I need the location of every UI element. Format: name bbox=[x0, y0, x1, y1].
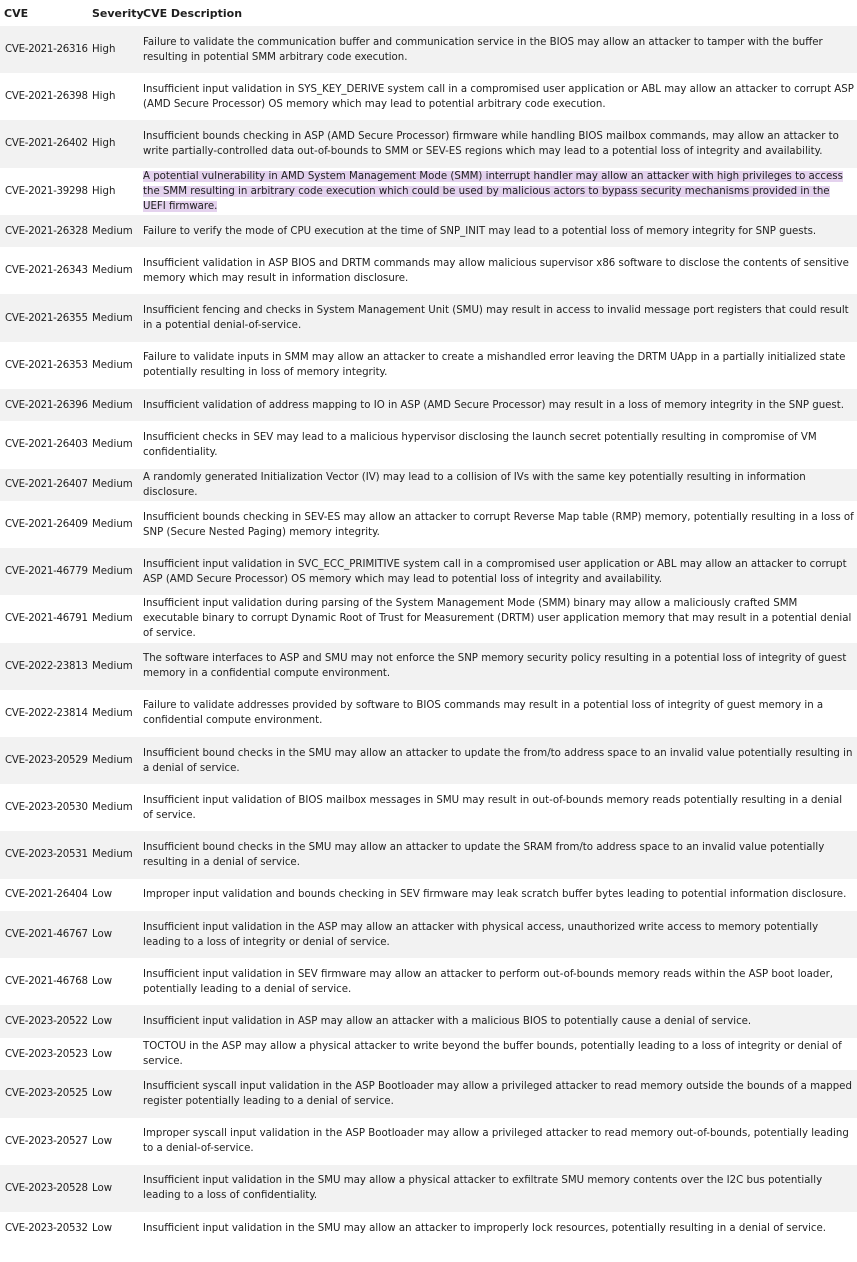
cve-id-cell: CVE-2021-26355 bbox=[0, 294, 88, 341]
cve-id-cell: CVE-2021-26407 bbox=[0, 469, 88, 502]
cve-id-cell: CVE-2023-20523 bbox=[0, 1038, 88, 1071]
description-cell bbox=[139, 1212, 857, 1245]
severity-cell: Medium bbox=[88, 215, 139, 248]
description-text: Failure to validate the communication buffer and communication service in the BIOS may allow an attacker to tamper with the buffer resulting in potential SMM arbitrary code execution. bbox=[143, 36, 823, 63]
description-text: Failure to validate addresses provided by software to BIOS commands may result in a potential loss of integrity of guest memory in a confidential compute environment. bbox=[143, 700, 824, 727]
description-cell bbox=[139, 879, 857, 912]
cve-id-cell: CVE-2021-26402 bbox=[0, 120, 88, 167]
table-row bbox=[0, 548, 857, 595]
table-row bbox=[0, 215, 857, 248]
description-cell bbox=[139, 501, 857, 548]
severity-cell: Medium bbox=[88, 784, 139, 831]
cve-id-cell: CVE-2021-26404 bbox=[0, 879, 88, 912]
severity-cell: Low bbox=[88, 1212, 139, 1245]
severity-cell: Medium bbox=[88, 690, 139, 737]
cve-id-cell: CVE-2023-20522 bbox=[0, 1005, 88, 1038]
description-cell bbox=[139, 1005, 857, 1038]
table-row bbox=[0, 389, 857, 422]
cve-id-cell: CVE-2023-20528 bbox=[0, 1165, 88, 1212]
description-text: Insufficient bounds checking in SEV-ES may allow an attacker to corrupt Reverse Map table (RMP) memory, potentially resulting in a loss of SNP (Secure Nested Paging) memory integrity. bbox=[143, 511, 854, 538]
cve-id-cell: CVE-2021-46779 bbox=[0, 548, 88, 595]
severity-cell: Medium bbox=[88, 421, 139, 468]
description-cell bbox=[139, 120, 857, 167]
cve-id-cell: CVE-2021-46791 bbox=[0, 595, 88, 642]
cve-id-cell: CVE-2023-20531 bbox=[0, 831, 88, 878]
column-header-cve: CVE bbox=[0, 0, 88, 26]
description-text: Insufficient validation of address mapping to IO in ASP (AMD Secure Processor) may result in a loss of memory integrity in the SNP guest. bbox=[143, 399, 844, 411]
description-text: Insufficient bounds checking in ASP (AMD Secure Processor) firmware while handling BIOS mailbox commands, may allow an attacker to write partially-controlled data out-of-bounds to SMM or SEV-ES regions which may lead to a potential loss of integrity and availability. bbox=[143, 130, 839, 157]
description-cell bbox=[139, 26, 857, 73]
description-cell bbox=[139, 1118, 857, 1165]
description-text: Insufficient bound checks in the SMU may allow an attacker to update the SRAM from/to address space to an invalid value potentially resulting in a denial of service. bbox=[143, 841, 825, 868]
table-row bbox=[0, 737, 857, 784]
severity-cell: Medium bbox=[88, 247, 139, 294]
description-text: The software interfaces to ASP and SMU may not enforce the SNP memory security policy resulting in a potential loss of integrity of guest memory in a confidential compute environment. bbox=[143, 653, 847, 680]
cve-id-cell: CVE-2021-26316 bbox=[0, 26, 88, 73]
severity-cell: High bbox=[88, 168, 139, 215]
cve-id-cell: CVE-2021-26328 bbox=[0, 215, 88, 248]
description-text: Insufficient input validation in the SMU may allow a physical attacker to exfiltrate SMU memory contents over the I2C bus potentially leading to a loss of confidentiality. bbox=[143, 1175, 823, 1202]
cve-id-cell: CVE-2023-20530 bbox=[0, 784, 88, 831]
description-cell bbox=[139, 548, 857, 595]
severity-cell: Low bbox=[88, 1070, 139, 1117]
severity-cell: Low bbox=[88, 1038, 139, 1071]
description-cell bbox=[139, 73, 857, 120]
cve-id-cell: CVE-2023-20525 bbox=[0, 1070, 88, 1117]
table-row bbox=[0, 168, 857, 215]
cve-id-cell: CVE-2023-20527 bbox=[0, 1118, 88, 1165]
severity-cell: Medium bbox=[88, 831, 139, 878]
table-row bbox=[0, 1038, 857, 1071]
description-text: Insufficient syscall input validation in the ASP Bootloader may allow a privileged attacker to read memory outside the bounds of a mapped register potentially leading to a denial of service. bbox=[143, 1080, 852, 1107]
cve-id-cell: CVE-2022-23813 bbox=[0, 643, 88, 690]
cve-id-cell: CVE-2021-26398 bbox=[0, 73, 88, 120]
cve-id-cell: CVE-2023-20529 bbox=[0, 737, 88, 784]
column-header-description: CVE Description bbox=[139, 0, 857, 26]
severity-cell: Low bbox=[88, 1118, 139, 1165]
table-row bbox=[0, 501, 857, 548]
table-row bbox=[0, 879, 857, 912]
table-row bbox=[0, 26, 857, 73]
severity-cell: Medium bbox=[88, 595, 139, 642]
description-text: Insufficient input validation in SVC_ECC_PRIMITIVE system call in a compromised user application or ABL may allow an attacker to corrupt ASP (AMD Secure Processor) OS memory which may lead to potential loss of integrity and availability. bbox=[143, 558, 847, 585]
description-text: Improper input validation and bounds checking in SEV firmware may leak scratch buffer bytes leading to potential information disclosure. bbox=[143, 889, 847, 901]
header-row bbox=[0, 0, 857, 26]
severity-cell: Medium bbox=[88, 501, 139, 548]
description-cell bbox=[139, 1070, 857, 1117]
cve-id-cell: CVE-2021-26353 bbox=[0, 342, 88, 389]
severity-cell: Medium bbox=[88, 389, 139, 422]
description-text: Insufficient input validation in SYS_KEY_DERIVE system call in a compromised user application or ABL may allow an attacker to corrupt ASP (AMD Secure Processor) OS memory which may lead to potential arbitrary code execution. bbox=[143, 83, 854, 110]
cve-id-cell: CVE-2021-46767 bbox=[0, 911, 88, 958]
severity-cell: Low bbox=[88, 911, 139, 958]
table-row bbox=[0, 1070, 857, 1117]
cve-id-cell: CVE-2021-26396 bbox=[0, 389, 88, 422]
cve-id-cell: CVE-2021-46768 bbox=[0, 958, 88, 1005]
severity-cell: Medium bbox=[88, 737, 139, 784]
table-row bbox=[0, 1212, 857, 1245]
description-text: Insufficient input validation in SEV firmware may allow an attacker to perform out-of-bounds memory reads within the ASP boot loader, potentially leading to a denial of service. bbox=[143, 968, 834, 995]
table-row bbox=[0, 690, 857, 737]
description-text: A randomly generated Initialization Vector (IV) may lead to a collision of IVs with the same key potentially resulting in information disclosure. bbox=[143, 471, 806, 498]
description-text: Improper syscall input validation in the ASP Bootloader may allow a privileged attacker to read memory out-of-bounds, potentially leading to a denial-of-service. bbox=[143, 1128, 849, 1155]
table-row bbox=[0, 421, 857, 468]
severity-cell: Medium bbox=[88, 294, 139, 341]
description-text: Insufficient input validation in the SMU may allow an attacker to improperly lock resources, potentially resulting in a denial of service. bbox=[143, 1222, 827, 1234]
table-row bbox=[0, 1165, 857, 1212]
description-text: Insufficient input validation in ASP may allow an attacker with a malicious BIOS to potentially cause a denial of service. bbox=[143, 1016, 752, 1028]
description-text: Insufficient bound checks in the SMU may allow an attacker to update the from/to address space to an invalid value potentially resulting in a denial of service. bbox=[143, 747, 853, 774]
severity-cell: Medium bbox=[88, 469, 139, 502]
description-cell bbox=[139, 168, 857, 215]
description-text: Insufficient fencing and checks in System Management Unit (SMU) may result in access to invalid message port registers that could result in a potential denial-of-service. bbox=[143, 305, 849, 332]
description-text: TOCTOU in the ASP may allow a physical attacker to write beyond the buffer bounds, potentially leading to a loss of integrity or denial of service. bbox=[143, 1041, 842, 1068]
table-row bbox=[0, 120, 857, 167]
description-cell bbox=[139, 911, 857, 958]
description-cell bbox=[139, 389, 857, 422]
description-text: Insufficient input validation in the ASP may allow an attacker with physical access, unauthorized write access to memory potentially leading to a loss of integrity or denial of service. bbox=[143, 921, 819, 948]
description-cell bbox=[139, 831, 857, 878]
description-text: Failure to verify the mode of CPU execution at the time of SNP_INIT may lead to a potential loss of memory integrity for SNP guests. bbox=[143, 225, 817, 237]
cve-id-cell: CVE-2021-26403 bbox=[0, 421, 88, 468]
description-cell bbox=[139, 643, 857, 690]
description-cell bbox=[139, 690, 857, 737]
description-text: Insufficient validation in ASP BIOS and DRTM commands may allow malicious supervisor x86 software to disclose the contents of sensitive memory which may result in information disclosure. bbox=[143, 257, 849, 284]
table-row bbox=[0, 911, 857, 958]
column-header-severity: Severity bbox=[88, 0, 139, 26]
description-text: Failure to validate inputs in SMM may allow an attacker to create a mishandled error leaving the DRTM UApp in a partially initialized state potentially resulting in loss of memory integrity. bbox=[143, 352, 846, 379]
description-cell bbox=[139, 1038, 857, 1071]
severity-cell: High bbox=[88, 73, 139, 120]
severity-cell: Low bbox=[88, 1165, 139, 1212]
cve-id-cell: CVE-2022-23814 bbox=[0, 690, 88, 737]
severity-cell: High bbox=[88, 120, 139, 167]
table-row bbox=[0, 342, 857, 389]
severity-cell: Medium bbox=[88, 342, 139, 389]
description-cell bbox=[139, 294, 857, 341]
table-row bbox=[0, 294, 857, 341]
table-row bbox=[0, 73, 857, 120]
table-row bbox=[0, 831, 857, 878]
table-body bbox=[0, 26, 857, 1244]
cve-id-cell: CVE-2023-20532 bbox=[0, 1212, 88, 1245]
table-row bbox=[0, 784, 857, 831]
severity-cell: Medium bbox=[88, 643, 139, 690]
table-row bbox=[0, 643, 857, 690]
description-cell bbox=[139, 342, 857, 389]
description-cell bbox=[139, 595, 857, 642]
table-row bbox=[0, 247, 857, 294]
table-row bbox=[0, 1118, 857, 1165]
description-text: Insufficient checks in SEV may lead to a malicious hypervisor disclosing the launch secret potentially resulting in compromise of VM confidentiality. bbox=[143, 431, 817, 458]
cve-id-cell: CVE-2021-39298 bbox=[0, 168, 88, 215]
description-cell bbox=[139, 958, 857, 1005]
table-row bbox=[0, 958, 857, 1005]
description-cell bbox=[139, 421, 857, 468]
severity-cell: Medium bbox=[88, 548, 139, 595]
description-cell bbox=[139, 469, 857, 502]
cve-id-cell: CVE-2021-26343 bbox=[0, 247, 88, 294]
severity-cell: Low bbox=[88, 958, 139, 1005]
description-cell bbox=[139, 784, 857, 831]
severity-cell: Low bbox=[88, 879, 139, 912]
description-cell bbox=[139, 1165, 857, 1212]
table-row bbox=[0, 595, 857, 642]
highlighted-description-text: A potential vulnerability in AMD System Management Mode (SMM) interrupt handler may allow an attacker with high privileges to access the SMM resulting in arbitrary code execution which could be used by malicious actors to bypass security mechanisms provided in the UEFI firmware. bbox=[143, 170, 843, 212]
description-text: Insufficient input validation of BIOS mailbox messages in SMU may result in out-of-bounds memory reads potentially resulting in a denial of service. bbox=[143, 794, 843, 821]
table-row bbox=[0, 1005, 857, 1038]
description-cell bbox=[139, 215, 857, 248]
table-row bbox=[0, 469, 857, 502]
description-cell bbox=[139, 737, 857, 784]
description-text: Insufficient input validation during parsing of the System Management Mode (SMM) binary may allow a maliciously crafted SMM executable binary to corrupt Dynamic Root of Trust for Measurement (DRTM) user application memory that may result in a potential denial of service. bbox=[143, 598, 852, 640]
cve-id-cell: CVE-2021-26409 bbox=[0, 501, 88, 548]
severity-cell: High bbox=[88, 26, 139, 73]
severity-cell: Low bbox=[88, 1005, 139, 1038]
description-cell bbox=[139, 247, 857, 294]
